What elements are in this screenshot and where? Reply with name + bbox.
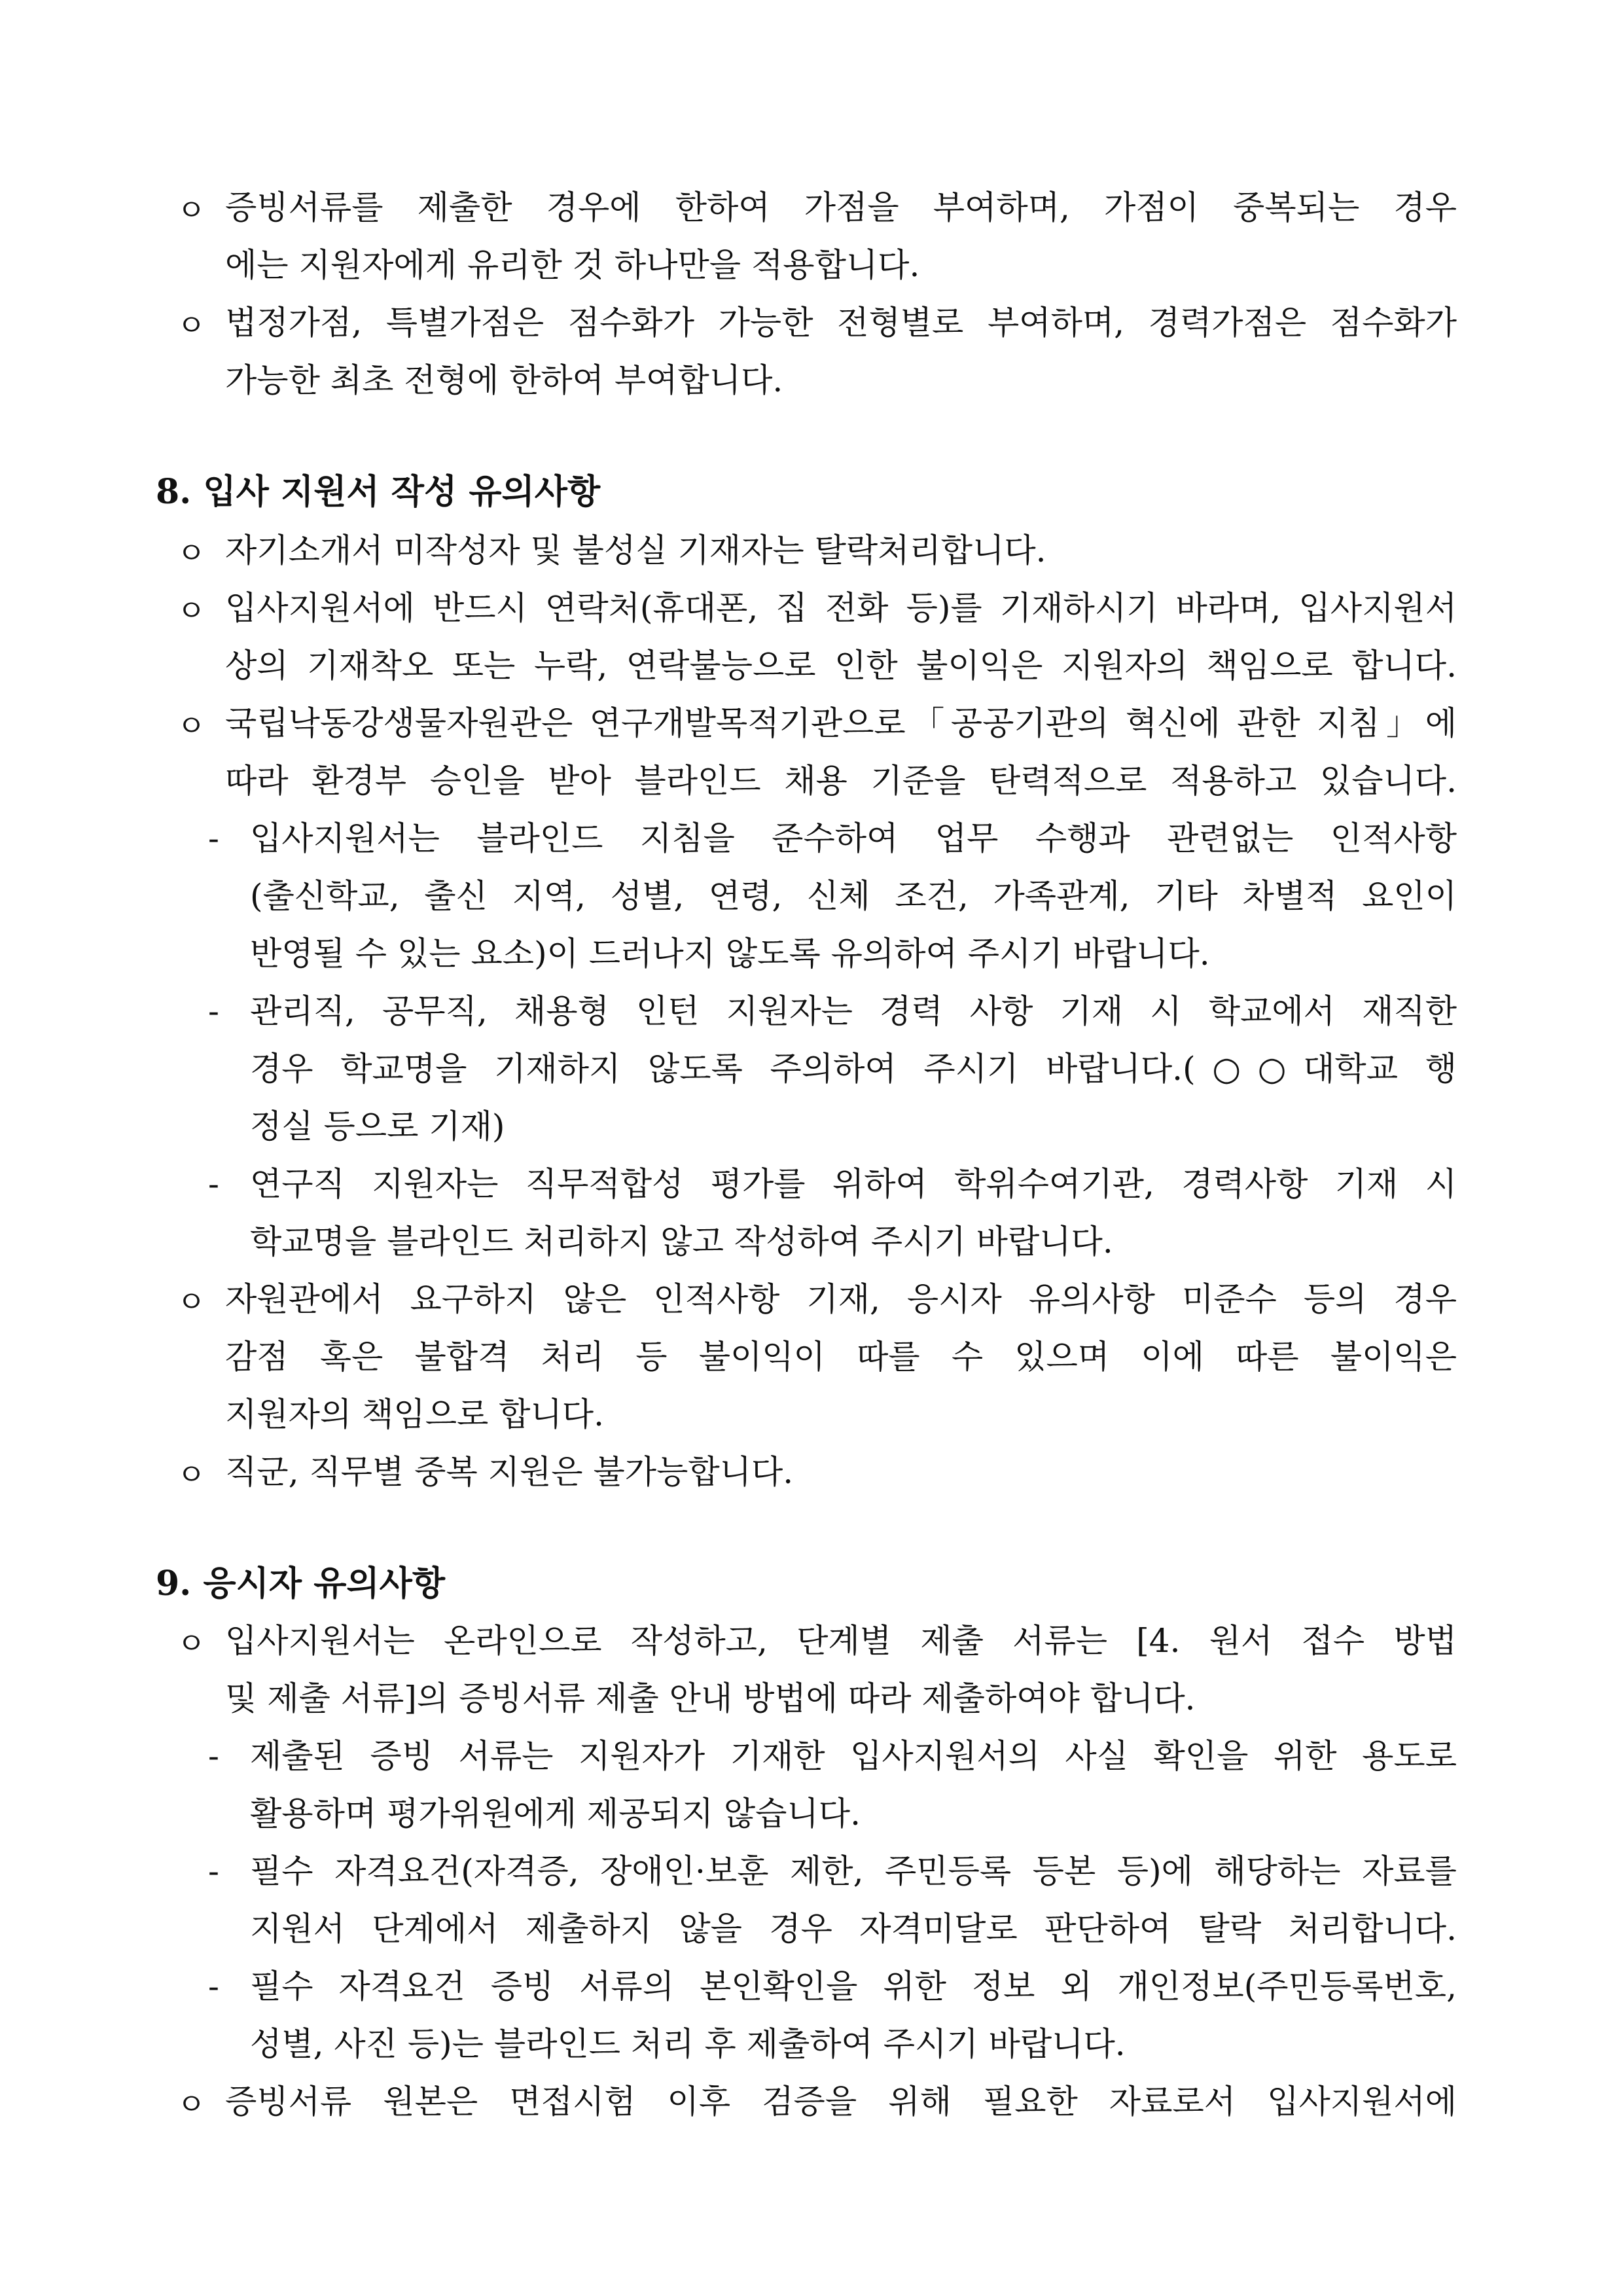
section9-title: 9. 응시자 유의사항 (156, 1564, 446, 1604)
section8-sub1-line1: 입사지원서는 블라인드 지침을 준수하여 업무 수행과 관련없는 인적사항 (250, 819, 1457, 857)
section8-sub1-line3: 반영될 수 있는 요소)이 드러나지 않도록 유의하여 주시기 바랍니다. (250, 935, 1210, 973)
section9-sub3-line1: 필수 자격요건 증빙 서류의 본인확인을 위한 정보 외 개인정보(주민등록번호, (250, 1967, 1457, 2005)
dash-icon: - (208, 1165, 219, 1203)
dash-icon: - (208, 1967, 219, 2005)
section8-sub3-line2: 학교명을 블라인드 처리하지 않고 작성하여 주시기 바랍니다. (250, 1223, 1113, 1261)
section9-item2-line1: 증빙서류 원본은 면접시험 이후 검증을 위해 필요한 자료로서 입사지원서에 (225, 2083, 1457, 2121)
section8-item5-line1: 직군, 직무별 중복 지원은 불가능합니다. (225, 1453, 794, 1491)
section8-item1-line1: 자기소개서 미작성자 및 불성실 기재자는 탈락처리합니다. (225, 531, 1046, 569)
section9-sub2-line1: 필수 자격요건(자격증, 장애인·보훈 제한, 주민등록 등본 등)에 해당하는 자료를 (250, 1852, 1457, 1890)
section8-sub2-line2: 경우 학교명을 기재하지 않도록 주의하여 주시기 바랍니다.(○○대학교 행 (250, 1050, 1457, 1088)
dash-icon: - (208, 1852, 219, 1890)
bullet-icon: ㅇ (177, 1284, 206, 1319)
section8-sub1-line2: (출신학교, 출신 지역, 성별, 연령, 신체 조건, 가족관계, 기타 차별적 요인이 (250, 877, 1457, 915)
section8-item2-line2: 상의 기재착오 또는 누락, 연락불능으로 인한 불이익은 지원자의 책임으로 합니다. (225, 647, 1457, 685)
bullet-icon: ㅇ (177, 192, 206, 228)
bullet-icon: ㅇ (177, 708, 206, 744)
bullet-icon: ㅇ (177, 308, 206, 343)
intro-item1-line2: 에는 지원자에게 유리한 것 하나만을 적용합니다. (225, 246, 920, 284)
section9-item1-line2: 및 제출 서류]의 증빙서류 제출 안내 방법에 따라 제출하여야 합니다. (225, 1679, 1196, 1717)
section8-item4-line2: 감점 혹은 불합격 처리 등 불이익이 따를 수 있으며 이에 따른 불이익은 (225, 1338, 1457, 1376)
section8-item2-line1: 입사지원서에 반드시 연락처(휴대폰, 집 전화 등)를 기재하시기 바라며, 입사지원서 (225, 589, 1457, 627)
section8-sub2-line1: 관리직, 공무직, 채용형 인턴 지원자는 경력 사항 기재 시 학교에서 재직한 (250, 992, 1457, 1030)
intro-item1-line1: 증빙서류를 제출한 경우에 한하여 가점을 부여하며, 가점이 중복되는 경우 (225, 188, 1457, 226)
section9-sub2-line2: 지원서 단계에서 제출하지 않을 경우 자격미달로 판단하여 탈락 처리합니다. (250, 1910, 1457, 1948)
section8-item3-line1: 국립낙동강생물자원관은 연구개발목적기관으로「공공기관의 혁신에 관한 지침」에 (225, 704, 1457, 742)
dash-icon: - (208, 1737, 219, 1775)
section8-title: 8. 입사 지원서 작성 유의사항 (156, 472, 601, 512)
bullet-icon: ㅇ (177, 535, 206, 571)
intro-item2-line2: 가능한 최초 전형에 한하여 부여합니다. (225, 361, 783, 399)
section9-item1-line1: 입사지원서는 온라인으로 작성하고, 단계별 제출 서류는 [4. 원서 접수 방법 (225, 1622, 1457, 1660)
section8-sub3-line1: 연구직 지원자는 직무적합성 평가를 위하여 학위수여기관, 경력사항 기재 시 (250, 1165, 1457, 1203)
dash-icon: - (208, 819, 219, 857)
section8-sub2-line3: 정실 등으로 기재) (250, 1107, 505, 1145)
section8-item4-line1: 자원관에서 요구하지 않은 인적사항 기재, 응시자 유의사항 미준수 등의 경우 (225, 1280, 1457, 1318)
section8-item3-line2: 따라 환경부 승인을 받아 블라인드 채용 기준을 탄력적으로 적용하고 있습니다. (225, 762, 1457, 800)
bullet-icon: ㅇ (177, 593, 206, 628)
dash-icon: - (208, 992, 219, 1030)
bullet-icon: ㅇ (177, 1626, 206, 1661)
bullet-icon: ㅇ (177, 1457, 206, 1492)
section9-sub3-line2: 성별, 사진 등)는 블라인드 처리 후 제출하여 주시기 바랍니다. (250, 2025, 1126, 2063)
section9-sub1-line1: 제출된 증빙 서류는 지원자가 기재한 입사지원서의 사실 확인을 위한 용도로 (250, 1737, 1457, 1775)
section8-item4-line3: 지원자의 책임으로 합니다. (225, 1395, 604, 1433)
section9-sub1-line2: 활용하며 평가위원에게 제공되지 않습니다. (250, 1795, 861, 1833)
bullet-icon: ㅇ (177, 2087, 206, 2122)
intro-item2-line1: 법정가점, 특별가점은 점수화가 가능한 전형별로 부여하며, 경력가점은 점수화가 (225, 304, 1457, 342)
